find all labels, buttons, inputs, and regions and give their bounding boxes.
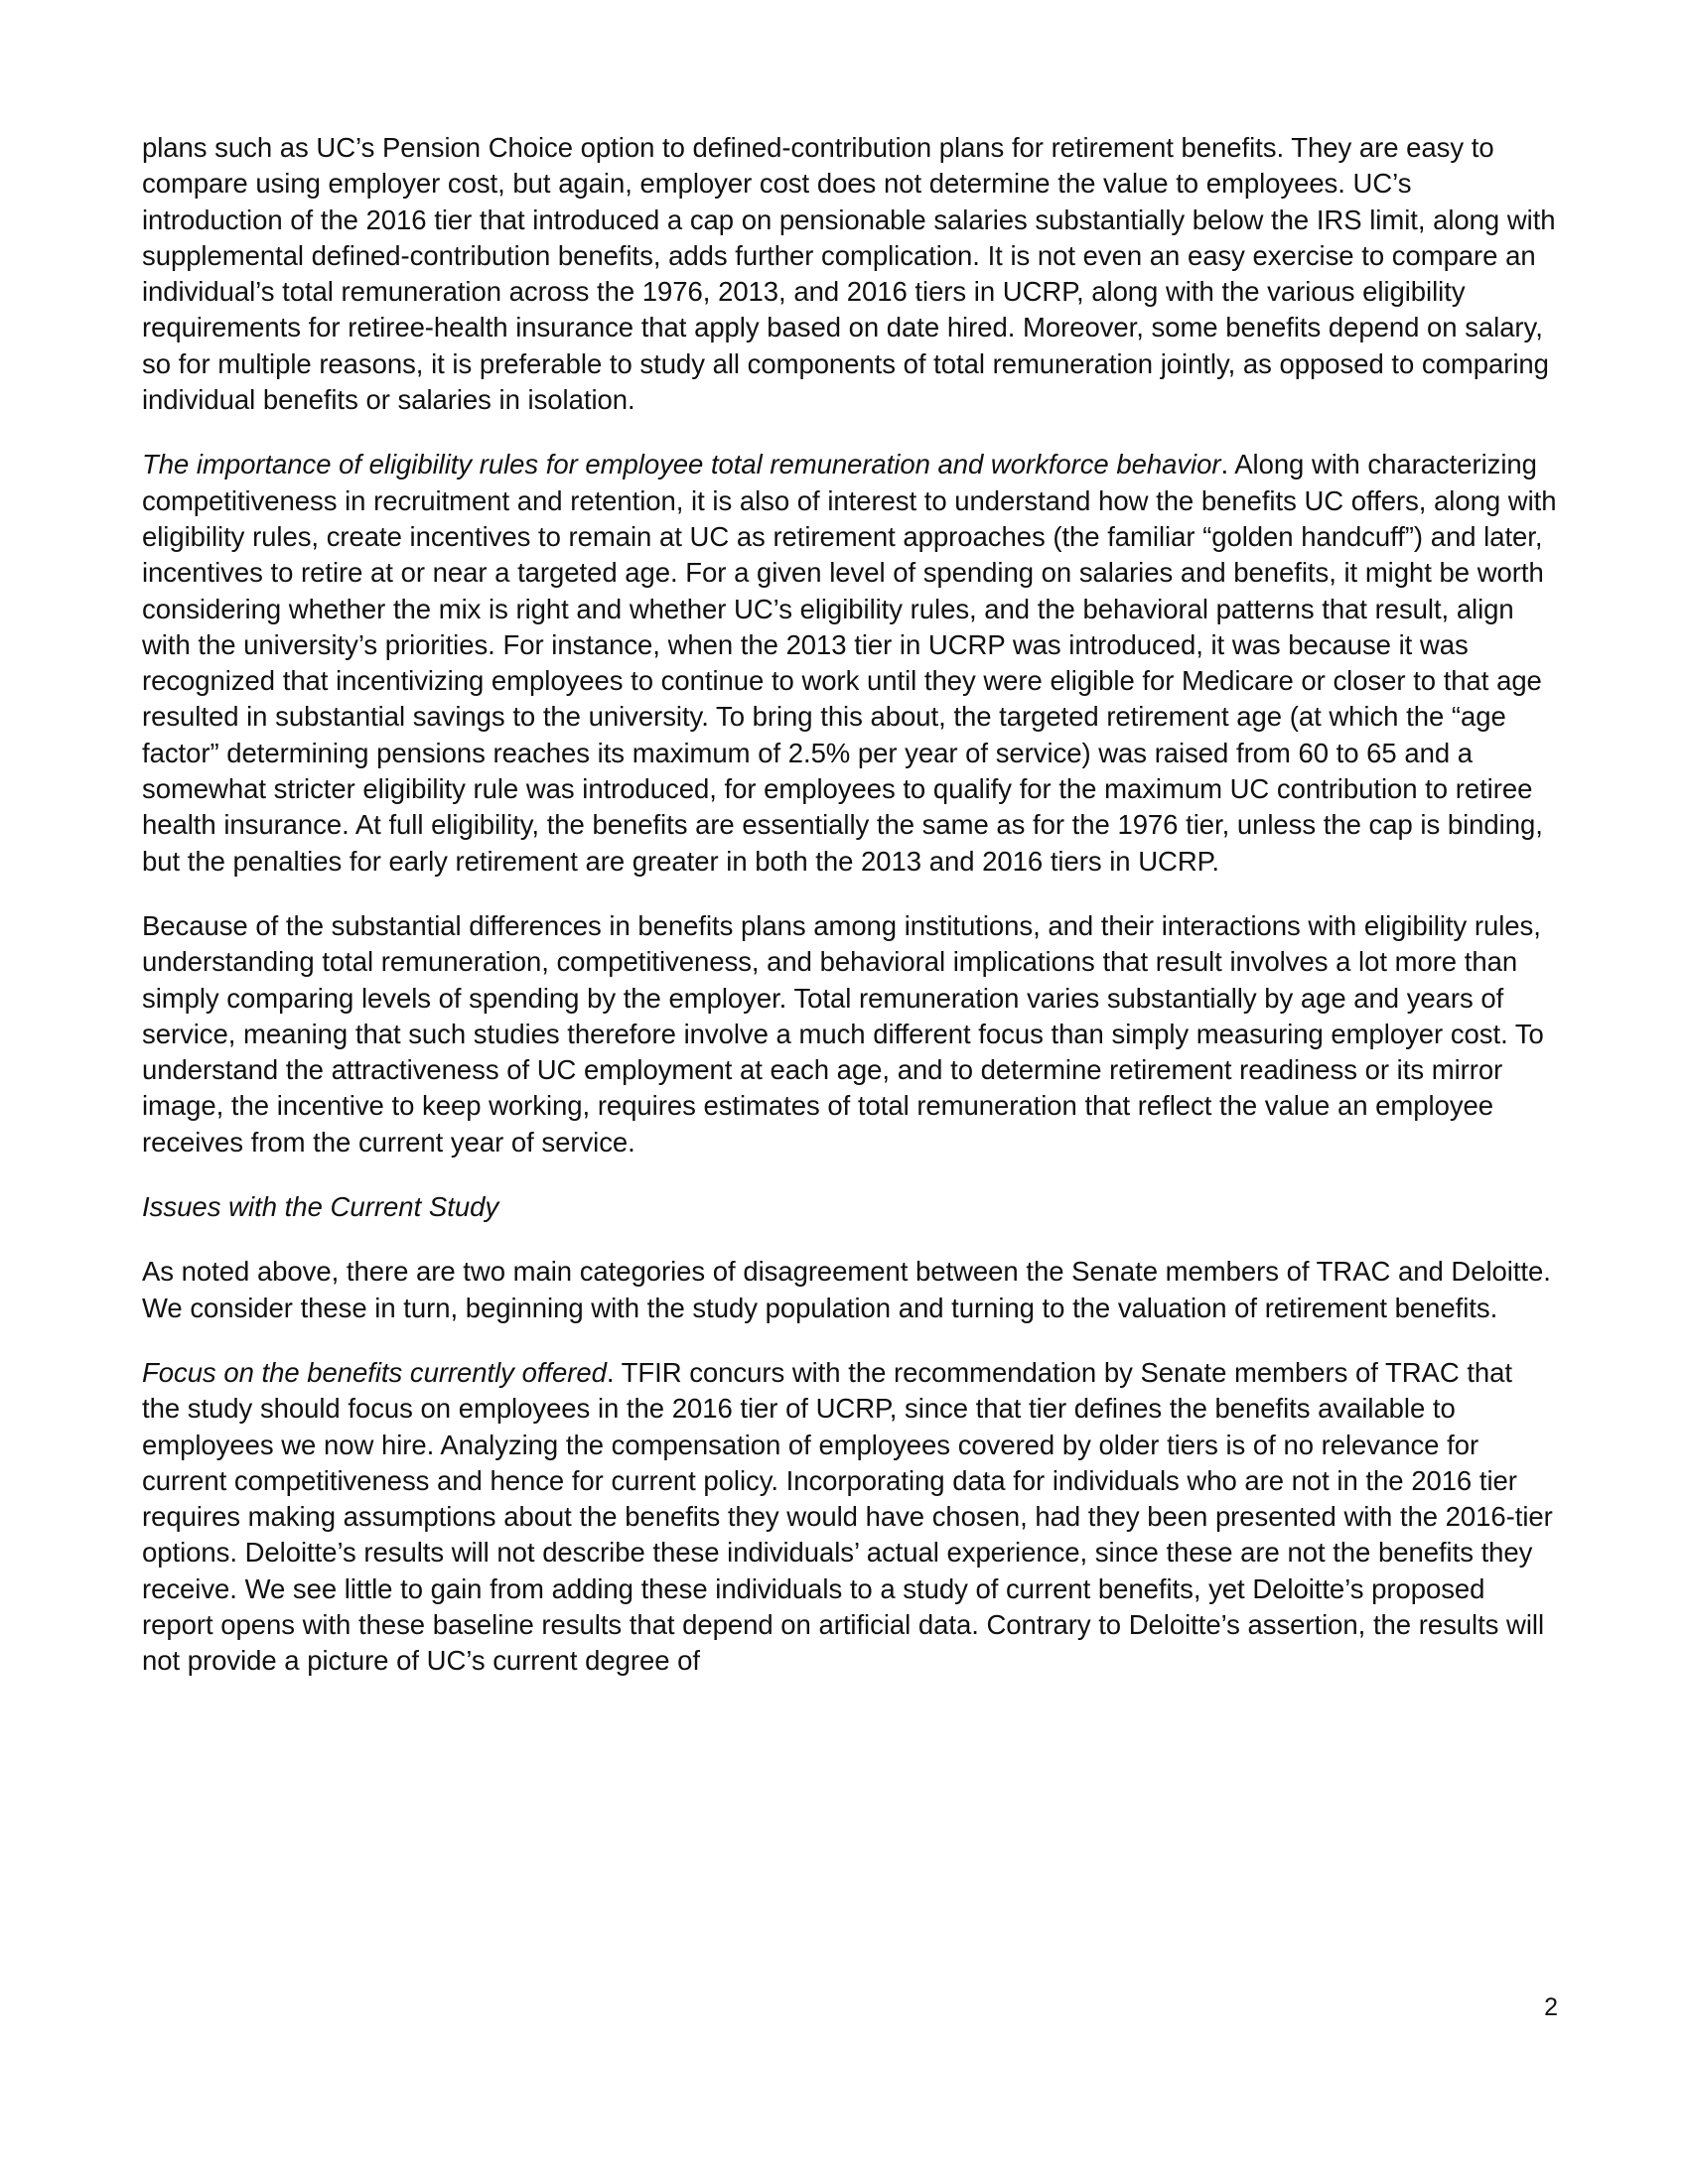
paragraph-5-lead-in: Focus on the benefits currently offered bbox=[142, 1356, 607, 1388]
section-heading-issues-with-the-current-study bbox=[142, 1189, 1557, 1225]
paragraph-2-lead-in: The importance of eligibility rules for employee total remuneration and workforce behavior bbox=[142, 449, 1221, 480]
paragraph-4-text: As noted above, there are two main categories of disagreement between the Senate members of TRAC and Deloitte. We consider these in turn, beginning with the study population and turning to the valuation of retirement benefits. bbox=[142, 1256, 1551, 1323]
paragraph-5 bbox=[142, 1355, 1557, 1680]
paragraph-3-text: Because of the substantial differences in benefits plans among institutions, and their interactions with eligibility rules, understanding total remuneration, competitiveness, and behavioral implications that result involves a lot more than simply comparing levels of spending by the employer. Total remuneration varies substantially by age and years of service, meaning that such studies therefore involve a much different focus than simply measuring employer cost. To understand the attractiveness of UC employment at each age, and to determine retirement readiness or its mirror image, the incentive to keep working, requires estimates of total remuneration that reflect the value an employee receives from the current year of service. bbox=[142, 909, 1544, 1158]
paragraph-2-text: . Along with characterizing competitiveness in recruitment and retention, it is also of interest to understand how the benefits UC offers, along with eligibility rules, create incentives to remain at UC as retirement approaches (the familiar “golden handcuff”) and later, incentives to retire at or near a targeted age. For a given level of spending on salaries and benefits, it might be worth considering whether the mix is right and whether UC’s eligibility rules, and the behavioral patterns that result, align with the university’s priorities. For instance, when the 2013 tier in UCRP was introduced, it was because it was recognized that incentivizing employees to continue to work until they were eligible for Medicare or closer to that age resulted in substantial savings to the university. To bring this about, the targeted retirement age (at which the “age factor” determining pensions reaches its maximum of 2.5% per year of service) was raised from 60 to 65 and a somewhat stricter eligibility rule was introduced, for employees to qualify for the maximum UC contribution to retiree health insurance. At full eligibility, the benefits are essentially the same as for the 1976 tier, unless the cap is binding, but the penalties for early retirement are greater in both the 2013 and 2016 tiers in UCRP. bbox=[142, 449, 1557, 877]
paragraph-3 bbox=[142, 908, 1557, 1160]
paragraph-4 bbox=[142, 1254, 1557, 1326]
page-number: 2 bbox=[1544, 1993, 1558, 2021]
page-content bbox=[142, 130, 1557, 1680]
paragraph-5-text: . TFIR concurs with the recommendation by Senate members of TRAC that the study should focus on employees in the 2016 tier of UCRP, since that tier defines the benefits available to employees we now hire. Analyzing the compensation of employees covered by older tiers is of no relevance for current competitiveness and hence for current policy. Incorporating data for individuals who are not in the 2016 tier requires making assumptions about the benefits they would have chosen, had they been presented with the 2016-tier options. Deloitte’s results will not describe these individuals’ actual experience, since these are not the benefits they receive. We see little to gain from adding these individuals to a study of current benefits, yet Deloitte’s proposed report opens with these baseline results that depend on artificial data. Contrary to Deloitte’s assertion, the results will not provide a picture of UC’s current degree of bbox=[142, 1356, 1553, 1677]
paragraph-1 bbox=[142, 130, 1557, 418]
paragraph-2 bbox=[142, 447, 1557, 880]
section-heading-text: Issues with the Current Study bbox=[142, 1191, 499, 1223]
paragraph-1-text: plans such as UC’s Pension Choice option to defined-contribution plans for retirement benefits. They are easy to compare using employer cost, but again, employer cost does not determine the value to employees. UC’s introduction of the 2016 tier that introduced a cap on pensionable salaries substantially below the IRS limit, along with supplemental defined-contribution benefits, adds further complication. It is not even an easy exercise to compare an individual’s total remuneration across the 1976, 2013, and 2016 tiers in UCRP, along with the various eligibility requirements for retiree-health insurance that apply based on date hired. Moreover, some benefits depend on salary, so for multiple reasons, it is preferable to study all components of total remuneration jointly, as opposed to comparing individual benefits or salaries in isolation. bbox=[142, 132, 1556, 416]
